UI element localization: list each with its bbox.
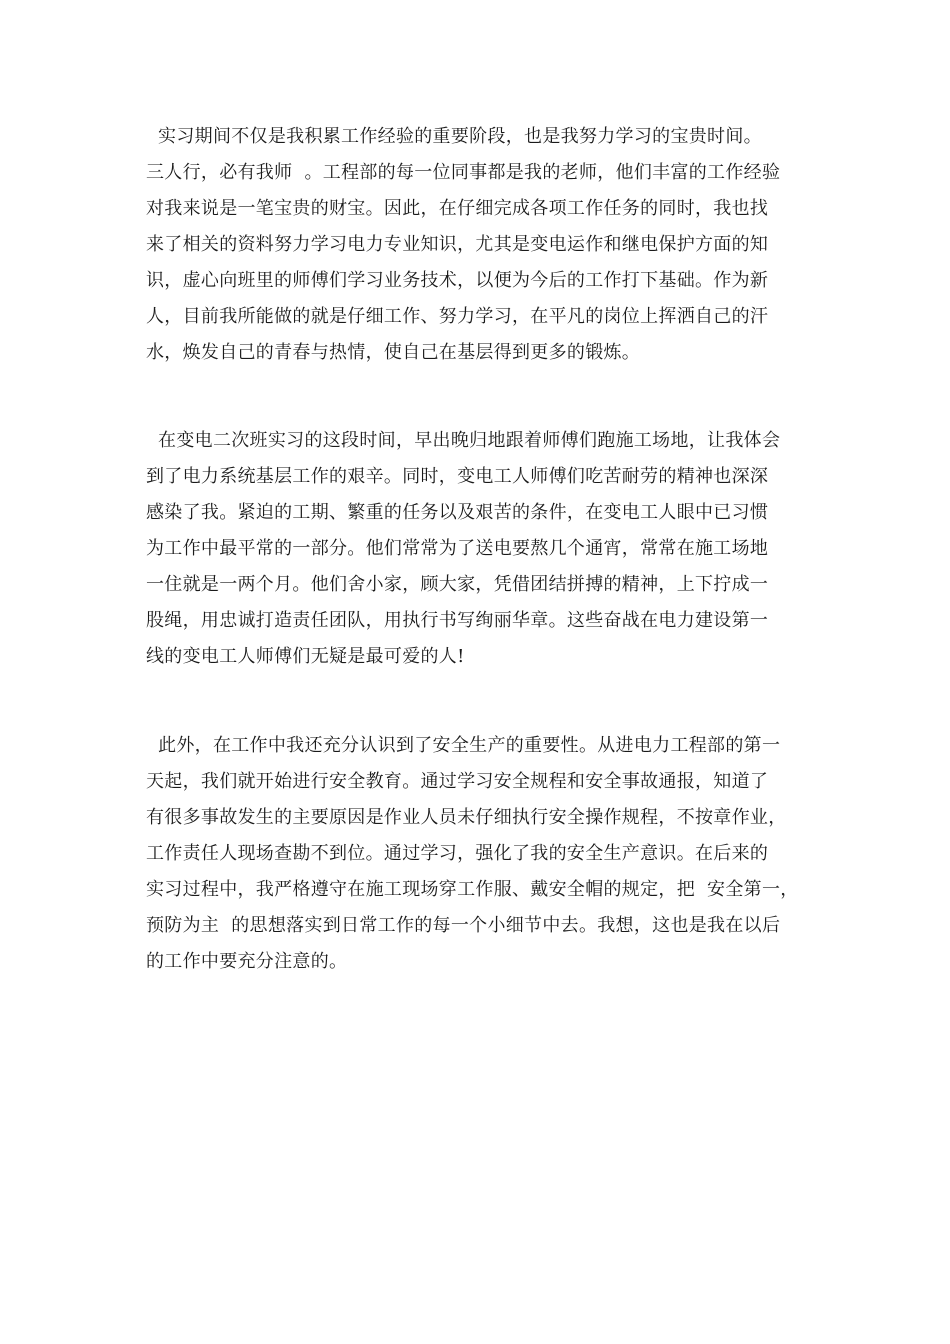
paragraph-line: 此外，在工作中我还充分认识到了安全生产的重要性。从进电力工程部的第一 <box>146 735 781 756</box>
paragraph-substation-team <box>146 423 826 675</box>
paragraph-line: 实习期间不仅是我积累工作经验的重要阶段，也是我努力学习的宝贵时间。 <box>146 126 762 147</box>
paragraph-line: 水，焕发自己的青春与热情，使自己在基层得到更多的锻炼。 <box>146 342 641 363</box>
paragraph-line: 三人行，必有我师 。工程部的每一位同事都是我的老师，他们丰富的工作经验 <box>146 162 781 183</box>
paragraph-line: 感染了我。紧迫的工期、繁重的任务以及艰苦的条件，在变电工人眼中已习惯 <box>146 502 769 523</box>
paragraph-line: 识，虚心向班里的师傅们学习业务技术，以便为今后的工作打下基础。作为新 <box>146 270 769 291</box>
paragraph-line: 天起，我们就开始进行安全教育。通过学习安全规程和安全事故通报，知道了 <box>146 771 769 792</box>
paragraph-line: 到了电力系统基层工作的艰辛。同时，变电工人师傅们吃苦耐劳的精神也深深 <box>146 466 769 487</box>
paragraph-line: 实习过程中，我严格遵守在施工现场穿工作服、戴安全帽的规定，把 安全第一， <box>146 879 799 900</box>
paragraph-line: 有很多事故发生的主要原因是作业人员未仔细执行安全操作规程，不按章作业， <box>146 807 787 828</box>
paragraph-line: 对我来说是一笔宝贵的财宝。因此，在仔细完成各项工作任务的同时，我也找 <box>146 198 769 219</box>
paragraph-line: 一住就是一两个月。他们舍小家，顾大家，凭借团结拼搏的精神，上下拧成一 <box>146 574 769 595</box>
paragraph-line: 的工作中要充分注意的。 <box>146 951 348 972</box>
paragraph-line: 工作责任人现场查勘不到位。通过学习，强化了我的安全生产意识。在后来的 <box>146 843 769 864</box>
paragraph-safety-production <box>146 728 826 980</box>
paragraph-line: 人，目前我所能做的就是仔细工作、努力学习，在平凡的岗位上挥洒自己的汗 <box>146 306 769 327</box>
paragraph-internship-learning <box>146 119 826 371</box>
paragraph-line: 来了相关的资料努力学习电力专业知识，尤其是变电运作和继电保护方面的知 <box>146 234 769 255</box>
paragraph-line: 股绳，用忠诚打造责任团队，用执行书写绚丽华章。这些奋战在电力建设第一 <box>146 610 769 631</box>
paragraph-line: 在变电二次班实习的这段时间，早出晚归地跟着师傅们跑施工场地，让我体会 <box>146 430 781 451</box>
paragraph-line: 线的变电工人师傅们无疑是最可爱的人! <box>146 646 465 667</box>
paragraph-line: 预防为主 的思想落实到日常工作的每一个小细节中去。我想，这也是我在以后 <box>146 915 781 936</box>
paragraph-line: 为工作中最平常的一部分。他们常常为了送电要熬几个通宵，常常在施工场地 <box>146 538 769 559</box>
